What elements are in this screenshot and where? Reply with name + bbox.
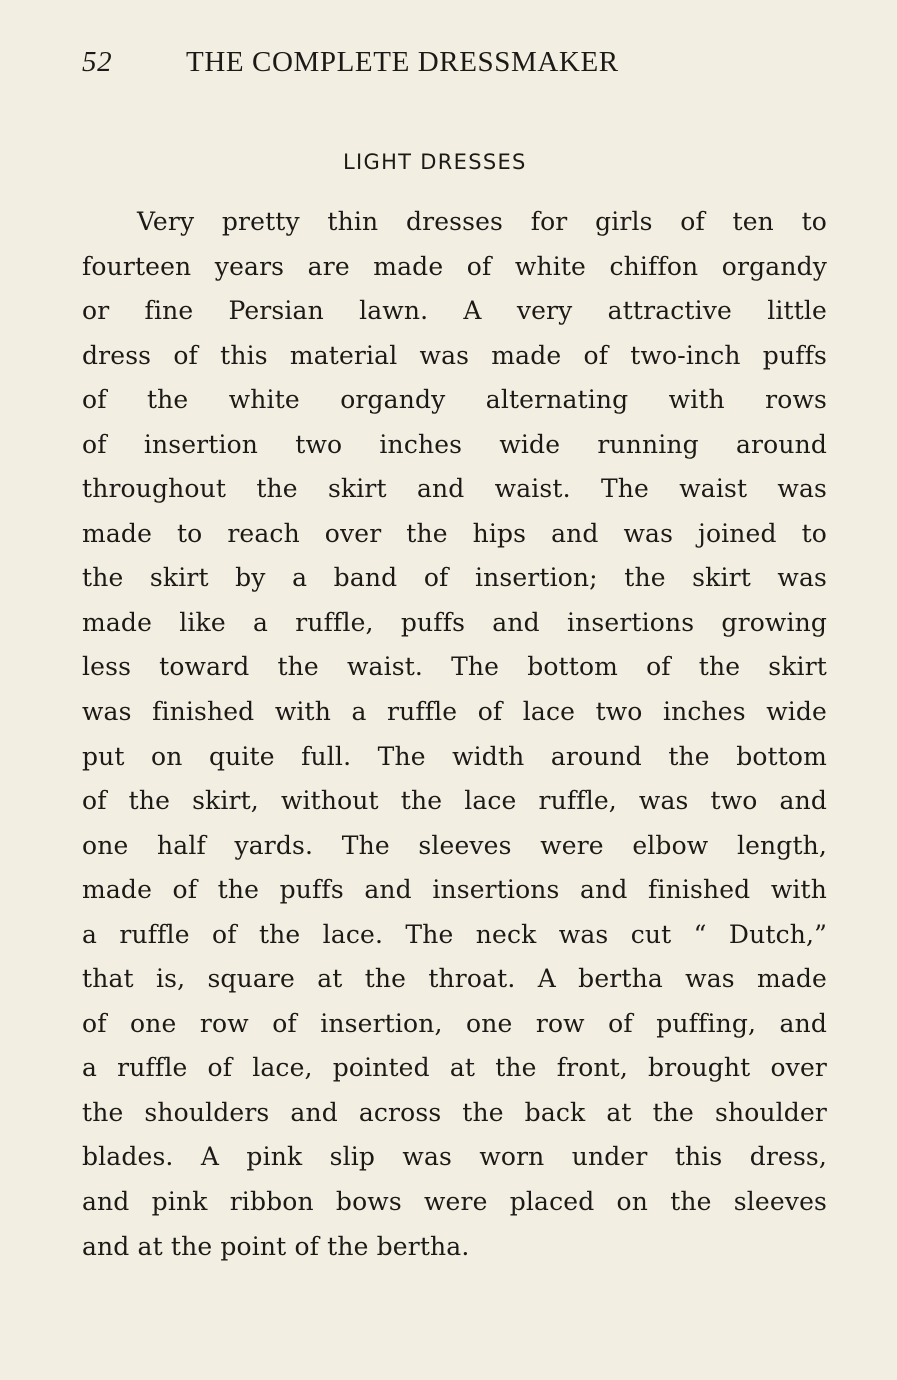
paragraph-line: throughout the skirt and waist. The waist was <box>82 474 827 504</box>
paragraph-line: made like a ruffle, puffs and insertions growing <box>82 607 827 637</box>
paragraph-line: a ruffle of the lace. The neck was cut “ Dutch,” <box>82 919 827 949</box>
section-title: LIGHT DRESSES <box>343 150 527 174</box>
paragraph-line: the shoulders and across the back at the shoulder <box>82 1097 827 1127</box>
paragraph-line: put on quite full. The width around the bottom <box>82 741 827 771</box>
paragraph-line: of one row of insertion, one row of puffing, and <box>82 1008 827 1038</box>
paragraph-line: blades. A pink slip was worn under this dress, <box>82 1142 827 1172</box>
paragraph-line: made of the puffs and insertions and finished with <box>82 875 827 905</box>
paragraph-line: and at the point of the bertha. <box>82 1231 470 1261</box>
paragraph-line: was finished with a ruffle of lace two inches wide <box>82 697 827 727</box>
paragraph-line: the skirt by a band of insertion; the skirt was <box>82 563 827 593</box>
paragraph-line: of insertion two inches wide running around <box>82 429 827 459</box>
paragraph-line: of the skirt, without the lace ruffle, was two and <box>82 786 827 816</box>
paragraph-body <box>82 200 827 1269</box>
paragraph-line: or fine Persian lawn. A very attractive little <box>82 296 827 326</box>
paragraph-line: made to reach over the hips and was joined to <box>82 518 827 548</box>
paragraph-line: of the white organdy alternating with rows <box>82 385 827 415</box>
paragraph-line: and pink ribbon bows were placed on the sleeves <box>82 1187 827 1217</box>
paragraph-line: less toward the waist. The bottom of the skirt <box>82 652 827 682</box>
paragraph-line: Very pretty thin dresses for girls of ten to <box>137 207 827 236</box>
paragraph-line: that is, square at the throat. A bertha was made <box>82 964 827 994</box>
book-title: THE COMPLETE DRESSMAKER <box>186 46 619 78</box>
page-number: 52 <box>82 46 113 78</box>
running-header <box>82 46 722 86</box>
paragraph-line: fourteen years are made of white chiffon organdy <box>82 251 827 281</box>
paragraph-line: dress of this material was made of two-inch puffs <box>82 340 827 370</box>
paragraph-line: a ruffle of lace, pointed at the front, brought over <box>82 1053 827 1083</box>
paragraph-line: one half yards. The sleeves were elbow length, <box>82 830 827 860</box>
